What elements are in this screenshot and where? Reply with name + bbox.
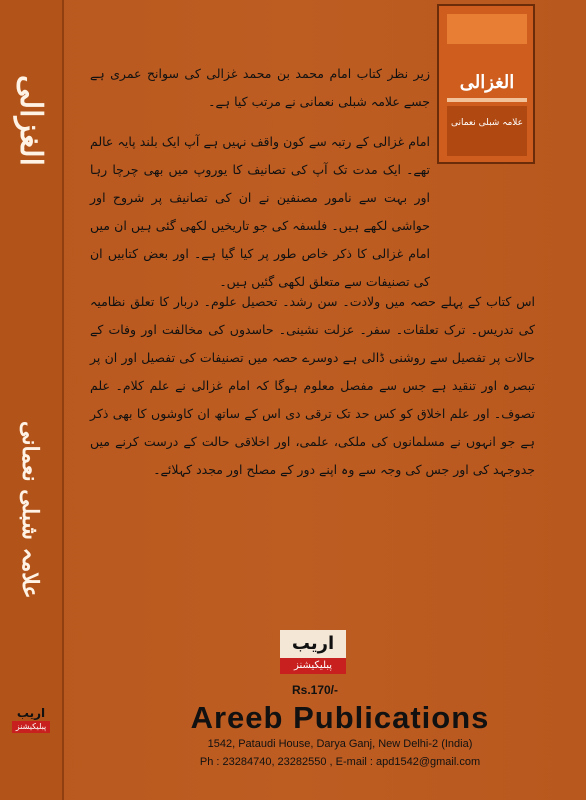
front-cover-thumbnail [437, 4, 535, 164]
spine-publisher-logo [12, 706, 50, 736]
description-top [90, 60, 430, 308]
publisher-contact: Ph : 23284740, 23282550 , E-mail : apd1542@gmail.com [199, 756, 481, 768]
thumbnail-header-band [447, 14, 527, 44]
publisher-logo [280, 630, 346, 678]
price-label: Rs.170/- [291, 683, 339, 697]
spine-logo-top: اریب [16, 706, 46, 720]
publisher-logo-top: اریب [280, 630, 346, 658]
paragraph-intro: زیر نظر کتاب امام محمد بن محمد غزالی کی سوانح عمری ہے جسے علامہ شبلی نعمانی نے مرتب کیا ہے۔ [90, 66, 430, 109]
description-bottom [90, 288, 535, 496]
publisher-name: Areeb Publications [190, 700, 490, 735]
thumbnail-title: الغزالی [459, 72, 515, 93]
book-spine [0, 0, 64, 800]
paragraph-contents: اس کتاب کے پہلے حصہ میں ولادت۔ سن رشد۔ تحصیل علوم۔ دربار کا تعلق نظامیہ کی تدریس۔ ترک تعلقات۔ سفر۔ عزلت نشینی۔ حاسدوں کی مخالفت اور وفات کے حالات پر تفصیل سے روشنی ڈالی ہے دوسرے حصہ میں تصنیفات کی تفصیل اور ان پر تبصرہ اور تنقید ہے جس سے مفصل معلوم ہوگا کہ امام غزالی نے علم کلام۔ علم تصوف۔ اور علم اخلاق کو کس حد تک ترقی دی اس کے ساتھ ان کاوشوں کا بھی ذکر ہے جو انہوں نے مسلمانوں کی ملکی، علمی، اور اخلاقی حالت کے درست کرنے میں جدوجہد کی اور جس کی وجہ سے وہ اپنے دور کے مصلح اور مجدد کہلائے۔ [90, 294, 535, 477]
spine-logo-bottom: پبلیکیشنز [12, 721, 50, 733]
spine-author: علامہ شبلی نعمانی [17, 421, 43, 599]
spine-title: الغزالی [13, 74, 48, 166]
thumbnail-author: علامہ شبلی نعمانی [450, 118, 524, 128]
thumbnail-strip [447, 98, 527, 102]
publisher-logo-bottom: پبلیکیشنز [280, 658, 346, 674]
publisher-address: 1542, Pataudi House, Darya Ganj, New Delhi-2 (India) [207, 738, 473, 750]
paragraph-about: امام غزالی کے رتبہ سے کون واقف نہیں ہے آپ ایک بلند پایہ عالم تھے۔ ایک مدت تک آپ کی تصانیف کا یوروپ میں بھی چرچا رہا اور بہت سے نامور مصنفین نے ان کی تصانیف پر شروح اور حواشی لکھے ہیں۔ فلسفہ کی جو تاریخیں لکھی گئی ہیں ان میں امام غزالی کا ذکر خاص طور پر کیا گیا ہے۔ اور بعض کتابیں ان کی تصنیفات سے متعلق لکھی گئیں ہیں۔ [90, 134, 430, 289]
